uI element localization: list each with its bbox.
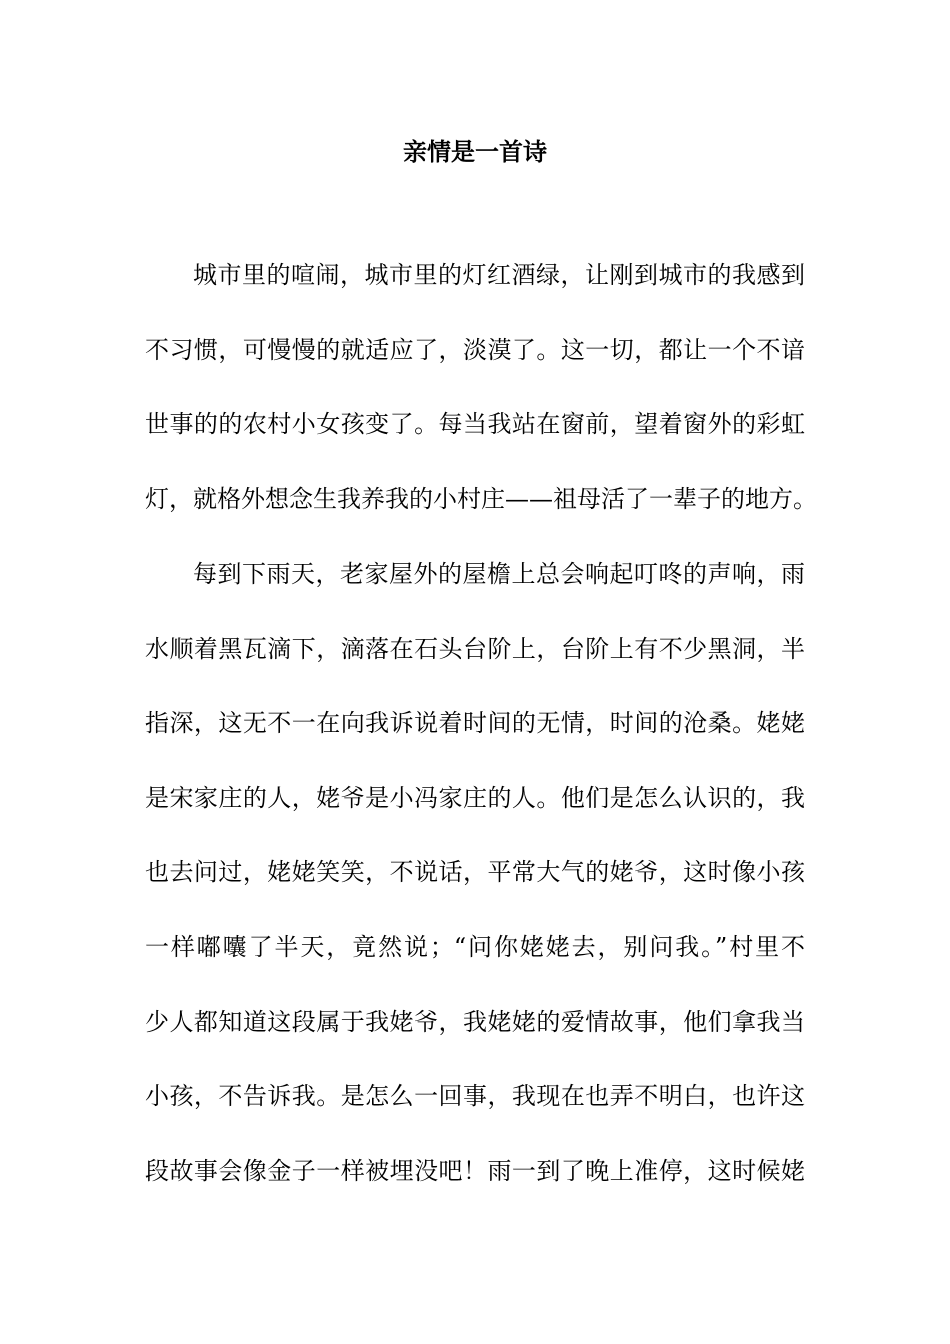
paragraph-line: 世事的的农村小女孩变了。每当我站在窗前，望着窗外的彩虹 [145, 410, 805, 438]
paragraph-line: 灯，就格外想念生我养我的小村庄——祖母活了一辈子的地方。 [145, 485, 817, 513]
paragraph-line: 水顺着黑瓦滴下，滴落在石头台阶上，台阶上有不少黑洞，半 [145, 635, 805, 663]
paragraph-line: 每到下雨天，老家屋外的屋檐上总会响起叮咚的声响，雨 [193, 560, 805, 588]
paragraph-line: 少人都知道这段属于我姥爷，我姥姥的爱情故事，他们拿我当 [145, 1008, 805, 1036]
paragraph-line: 一样嘟囔了半天，竟然说；“问你姥姥去，别问我。”村里不 [145, 933, 805, 961]
paragraph-line: 是宋家庄的人，姥爷是小冯家庄的人。他们是怎么认识的，我 [145, 784, 805, 812]
paragraph-line: 不习惯，可慢慢的就适应了，淡漠了。这一切，都让一个不谙 [145, 336, 805, 364]
paragraph-line: 也去问过，姥姥笑笑，不说话，平常大气的姥爷，这时像小孩 [145, 858, 805, 886]
paragraph-line: 指深，这无不一在向我诉说着时间的无情，时间的沧桑。姥姥 [145, 709, 805, 737]
paragraph-line: 城市里的喧闹，城市里的灯红酒绿，让刚到城市的我感到 [193, 261, 805, 289]
document-title: 亲情是一首诗 [403, 137, 547, 166]
paragraph-line: 小孩，不告诉我。是怎么一回事，我现在也弄不明白，也许这 [145, 1082, 805, 1110]
paragraph-line: 段故事会像金子一样被埋没吧！雨一到了晚上准停，这时候姥 [145, 1157, 805, 1185]
